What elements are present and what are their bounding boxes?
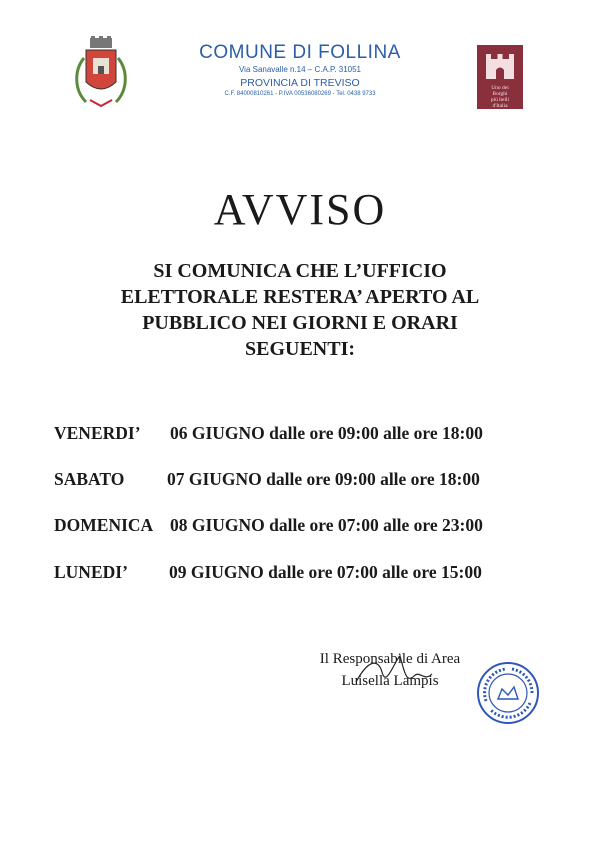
- municipal-coat-of-arms-icon: [72, 36, 130, 110]
- announcement-line: PUBBLICO NEI GIORNI E ORARI: [142, 312, 458, 334]
- notice-title: AVVISO: [213, 185, 387, 234]
- letterhead: [160, 42, 440, 99]
- schedule-day: LUNEDI’: [54, 562, 128, 582]
- borghi-piu-belli-logo: [477, 45, 523, 109]
- schedule-detail: 07 GIUGNO dalle ore 09:00 alle ore 18:00: [167, 469, 480, 489]
- official-stamp-icon: [476, 661, 540, 725]
- borghi-logo-text: [477, 85, 523, 109]
- municipality-address: Via Sanavalle n.14 – C.A.P. 31051: [238, 65, 362, 74]
- announcement-line: SEGUENTI:: [244, 338, 356, 360]
- schedule-row: [54, 468, 480, 490]
- schedule-detail: 09 GIUGNO dalle ore 07:00 alle ore 15:00: [169, 562, 482, 582]
- schedule-detail: 08 GIUGNO dalle ore 07:00 alle ore 23:00: [170, 515, 483, 535]
- castle-icon: [477, 45, 523, 85]
- schedule-row: [54, 561, 482, 583]
- province-name: PROVINCIA DI TREVISO: [240, 77, 360, 89]
- borghi-text-line: più belli: [490, 97, 510, 103]
- borghi-text-line: Uno dei: [491, 85, 509, 91]
- schedule-day: VENERDI’: [54, 423, 141, 443]
- municipality-name: COMUNE DI FOLLINA: [199, 42, 401, 63]
- fiscal-codes: C.F. 84000810261 - P.IVA 00536080269 - Tel. 0438 9733: [224, 91, 376, 97]
- announcement-line: SI COMUNICA CHE L’UFFICIO: [153, 260, 447, 282]
- schedule-row: [54, 422, 483, 444]
- schedule-day: SABATO: [54, 469, 125, 489]
- borghi-text-line: d'Italia: [492, 103, 508, 109]
- announcement-line: ELETTORALE RESTERA’ APERTO AL: [120, 286, 480, 308]
- borghi-text-line: Borghi: [492, 91, 508, 97]
- announcement-text: [60, 258, 540, 362]
- signature-block: [300, 648, 480, 692]
- schedule-row: [54, 514, 483, 536]
- handwritten-signature-icon: [348, 652, 438, 696]
- signatory-role: Il Responsabile di Area: [319, 651, 461, 667]
- schedule-day: DOMENICA: [54, 515, 154, 535]
- signatory-name: Luisella Lampis: [341, 673, 439, 689]
- schedule-detail: 06 GIUGNO dalle ore 09:00 alle ore 18:00: [170, 423, 483, 443]
